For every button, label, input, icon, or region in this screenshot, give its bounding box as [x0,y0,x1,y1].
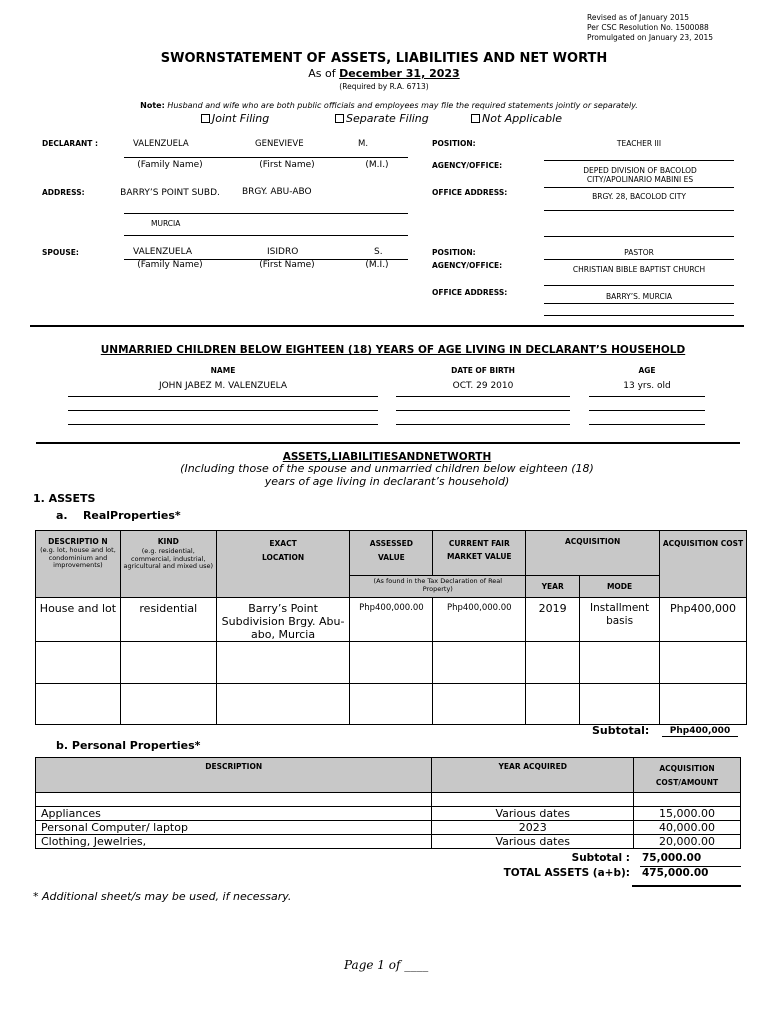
table-row [36,684,747,725]
th-fair-label: CURRENT FAIR MARKET VALUE [447,539,512,561]
section-divider [30,325,744,327]
child-rule [589,396,705,397]
th-kind-note: (e.g. residential, commercial, industrial, agricultural and mixed use) [123,547,214,570]
child-rule [68,396,378,397]
agency-value: DEPED DIVISION OF BACOLOD CITY/APOLINARIO MABINI ES [583,166,697,184]
th-cost-label: ACQUISITION COST [662,539,744,548]
spouse-agency-value: CHRISTIAN BIBLE BAPTIST CHURCH [572,265,706,274]
real-properties-heading [56,509,181,522]
th-acquisition [526,531,660,576]
spouse-position-value: PASTOR [624,248,654,257]
agency-label: AGENCY/OFFICE: [432,161,503,170]
table-row [36,642,747,684]
checkbox-icon [201,114,210,123]
revision-note [587,13,713,43]
declarant-mi: M. [358,139,369,149]
th-location-label: EXACT LOCATION [261,539,305,562]
pp-th-description-label: DESCRIPTION [205,762,263,771]
cell-fair: Php400,000.00 [433,598,526,642]
pp-cell-desc: Personal Computer/ laptop [36,821,432,835]
th-description-label: DESCRIPTIO N [48,537,108,546]
pp-th-description [36,758,432,793]
real-properties-table [35,530,747,725]
total-rule [632,885,741,887]
pp-cell-year: Various dates [432,807,634,821]
spouse-office-address-label: OFFICE ADDRESS: [432,288,508,297]
real-heading-text: RealProperties* [82,509,181,522]
spouse-mi-caption: (M.I.) [365,260,389,270]
th-year-label: YEAR [541,582,564,591]
pp-cell-cost: 20,000.00 [634,835,741,849]
th-year [526,576,580,598]
assets-heading: 1. ASSETS [33,492,96,505]
as-of-line [0,67,768,80]
child-rule [396,424,570,425]
position-label: POSITION: [432,139,476,148]
table-row [36,835,741,849]
spouse-office-address-value: BARRY’S. MURCIA [605,292,673,301]
filing-joint[interactable] [201,112,269,125]
spouse-position-label: POSITION: [432,248,476,257]
children-col-age: AGE [638,366,656,375]
page-title: SWORNSTATEMENT OF ASSETS, LIABILITIES AND NET WORTH [160,51,608,66]
alnw-sub-2: years of age living in declarant’s household) [264,475,510,488]
th-description [36,531,121,598]
declarant-mi-caption: (M.I.) [365,160,389,170]
cell-location: Barry’s Point Subdivision Brgy. Abu-abo, Murcia [216,598,350,642]
address-line-1: BARRY’S POINT SUBD. [120,188,220,198]
real-subtotal-value: Php400,000 [662,726,738,737]
note [0,101,768,110]
spouse-family-caption: (Family Name) [137,260,203,270]
revision-line-2: Per CSC Resolution No. 1500088 [587,23,709,32]
pp-cell-year: Various dates [432,835,634,849]
declarant-family-name: VALENZUELA [133,139,189,149]
section-divider [36,442,740,444]
checkbox-icon [471,114,480,123]
child-rule [589,410,705,411]
revision-line-1: Revised as of January 2015 [587,13,690,22]
note-label: Note: [140,101,165,110]
spouse-label: SPOUSE: [42,248,79,257]
table-row [36,821,741,835]
table-row [36,793,741,807]
th-location [216,531,350,598]
children-heading: UNMARRIED CHILDREN BELOW EIGHTEEN (18) YEARS OF AGE LIVING IN DECLARANT’S HOUSEHOLD [100,344,686,356]
personal-subtotal-value: 75,000.00 [642,852,702,864]
declarant-first-caption: (First Name) [259,160,315,170]
pp-cell-desc: Clothing, Jewelries, [36,835,432,849]
pp-th-year [432,758,634,793]
pp-cell-cost: 40,000.00 [634,821,741,835]
required-by: (Required by R.A. 6713) [339,82,429,91]
th-tax-note [350,576,526,598]
address-line-2: BRGY. ABU-ABO [242,187,312,197]
child-rule [589,424,705,425]
real-heading-prefix: a. [56,509,68,522]
declarant-label: DECLARANT : [42,139,99,148]
spouse-family-name: VALENZUELA [133,247,192,257]
th-fair [433,531,526,576]
as-of-label: As of [308,67,336,80]
cell-desc: House and lot [36,598,121,642]
declarant-family-caption: (Family Name) [137,160,203,170]
pp-th-year-label: YEAR ACQUIRED [498,762,567,771]
office-address-rule [544,210,734,211]
th-mode-label: MODE [606,582,633,591]
personal-properties-table [35,757,741,849]
pp-th-cost-label: ACQUISITION COST/AMOUNT [655,764,719,787]
cell-kind: residential [120,598,216,642]
cell-mode: Installment basis [580,598,660,642]
agency-rule [544,187,734,188]
alnw-heading: ASSETS,LIABILITIESANDNETWORTH [282,451,492,463]
filing-na-label: Not Applicable [482,112,562,125]
pp-cell-year: 2023 [432,821,634,835]
footnote: * Additional sheet/s may be used, if necessary. [33,890,292,903]
spouse-first-name: ISIDRO [267,247,299,257]
child-rule [68,424,378,425]
spouse-agency-label: AGENCY/OFFICE: [432,261,503,270]
address-line-3: MURCIA [151,219,181,228]
total-assets-label: TOTAL ASSETS (a+b): [503,867,630,879]
child-rule [396,410,570,411]
child-rule [396,396,570,397]
real-subtotal-label: Subtotal: [592,724,650,737]
child-age: 13 yrs. old [623,381,671,391]
declarant-first-name: GENEVIEVE [255,139,304,149]
filing-separate-label: Separate Filing [346,112,429,125]
total-assets-value: 475,000.00 [642,867,709,879]
pp-cell-cost: 15,000.00 [634,807,741,821]
spouse-office-address-rule [544,303,734,304]
th-assessed [350,531,433,576]
children-col-name: NAME [210,366,236,375]
th-assessed-label: ASSESSED VALUE [369,539,413,562]
pp-th-cost [634,758,741,793]
position-rule [544,160,734,161]
as-of-date: December 31, 2023 [339,67,460,80]
spouse-office-address-rule-2 [544,315,734,316]
checkbox-icon [335,114,344,123]
address-label: ADDRESS: [42,188,85,197]
filing-not-applicable[interactable] [471,112,562,125]
filing-joint-label: Joint Filing [212,112,270,125]
office-address-value: BRGY. 28, BACOLOD CITY [592,192,686,201]
spouse-mi: S. [374,247,383,257]
page-number: Page 1 of ____ [344,958,429,972]
office-address-rule-2 [544,236,734,237]
declarant-name-line [124,157,408,158]
pp-cell-desc: Appliances [36,807,432,821]
cell-assessed: Php400,000.00 [350,598,433,642]
th-mode [580,576,660,598]
th-kind-label: KIND [157,537,179,546]
spouse-agency-rule [544,285,734,286]
th-cost [660,531,747,598]
address-line-rule-2 [124,235,408,236]
personal-properties-heading: b. Personal Properties* [56,739,201,752]
table-row [36,807,741,821]
cell-cost: Php400,000 [660,598,747,642]
th-acquisition-label: ACQUISITION [564,537,621,546]
th-kind [120,531,216,598]
filing-separate[interactable] [335,112,429,125]
office-address-label: OFFICE ADDRESS: [432,188,508,197]
child-name: JOHN JABEZ M. VALENZUELA [158,381,288,391]
children-col-dob: DATE OF BIRTH [451,366,515,375]
table-row [36,598,747,642]
position-value: TEACHER III [616,139,662,148]
th-description-note: (e.g. lot, house and lot, condominium and improvements) [40,546,116,569]
personal-subtotal-label: Subtotal : [571,852,630,864]
alnw-sub-1: (Including those of the spouse and unmarried children below eighteen (18) [180,462,594,475]
child-dob: OCT. 29 2010 [452,381,514,391]
spouse-position-rule [544,259,734,260]
spouse-first-caption: (First Name) [259,260,315,270]
th-tax-note-text: (As found in the Tax Declaration of Real Property) [373,577,503,593]
note-text: Husband and wife who are both public officials and employees may file the required statements jointly or separately. [167,101,638,110]
cell-year: 2019 [526,598,580,642]
child-rule [68,410,378,411]
revision-line-3: Promulgated on January 23, 2015 [587,33,714,42]
address-line-rule [124,213,408,214]
